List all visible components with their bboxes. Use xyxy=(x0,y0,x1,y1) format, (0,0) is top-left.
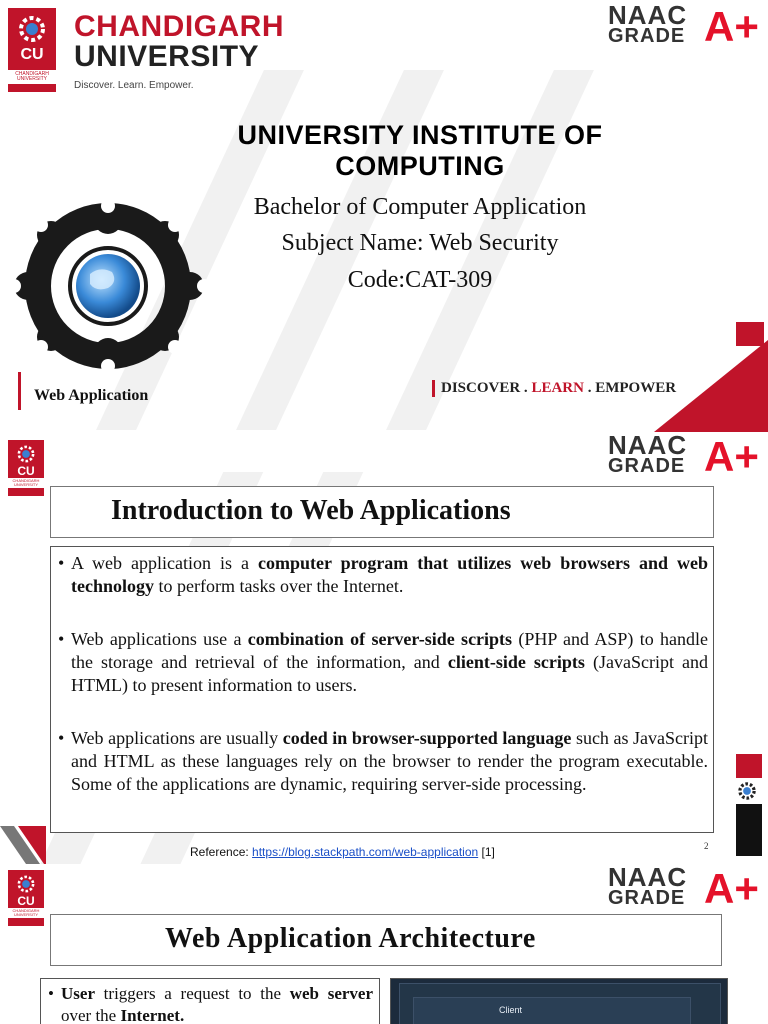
naac-badge xyxy=(608,866,758,912)
reference-link[interactable]: https://blog.stackpath.com/web-application xyxy=(252,845,479,859)
program-name: Bachelor of Computer Application xyxy=(253,194,587,220)
naac-text: NAAC xyxy=(608,864,688,892)
bullet-2: • Web applications use a combination of server-side scripts (PHP and ASP) to handle the storage and retrieval of the information, and client-side scripts (JavaScript and HTML) to present information to users. xyxy=(55,628,708,697)
naac-text: NAAC xyxy=(608,432,688,460)
client-box xyxy=(413,997,691,1024)
tagline: Discover. Learn. Empower. xyxy=(74,80,194,91)
university-name-line1: CHANDIGARH xyxy=(74,10,284,43)
footer-course: Web Application xyxy=(18,372,148,410)
reference-line xyxy=(190,845,495,859)
gear-logo-icon xyxy=(14,443,38,465)
logo-text: CU xyxy=(17,464,35,478)
gear-globe-icon xyxy=(8,200,208,370)
grade-text: GRADE xyxy=(608,25,686,47)
gear-logo-icon xyxy=(15,12,49,46)
side-accent-black xyxy=(736,804,762,856)
grade-text: GRADE xyxy=(608,887,686,909)
grade-value: A+ xyxy=(704,3,759,50)
logo-subtext: CHANDIGARH UNIVERSITY xyxy=(8,478,44,488)
reference-number: [1] xyxy=(478,845,495,859)
bullet-1: • User triggers a request to the web server over the Internet. xyxy=(45,983,373,1024)
motto-discover: DISCOVER . xyxy=(441,380,532,396)
naac-text: NAAC xyxy=(608,0,688,30)
naac-badge xyxy=(608,434,758,480)
footer-motto xyxy=(432,380,676,397)
naac-badge xyxy=(608,0,759,50)
subject-code: Code:CAT-309 xyxy=(347,267,493,293)
logo-subtext: CHANDIGARH UNIVERSITY xyxy=(8,70,56,84)
client-label: Client xyxy=(499,1005,523,1015)
bullet-1: • A web application is a computer program that utilizes web browsers and web technology to perform tasks over the Internet. xyxy=(55,552,708,598)
gear-icon xyxy=(736,780,758,802)
motto-empower: . EMPOWER xyxy=(583,380,677,396)
gear-logo-icon xyxy=(14,873,38,895)
logo-text: CU xyxy=(17,894,35,908)
corner-accent xyxy=(634,318,768,432)
content-box xyxy=(50,546,714,833)
title-slide xyxy=(0,0,768,432)
grade-value: A+ xyxy=(704,433,759,480)
corner-accent xyxy=(0,826,50,864)
bullet-3: • Web applications are usually coded in browser-supported language such as JavaScript and HTML as these languages rely on the browser to render the program executable. Some of the applications are dynamic, requiring server-side processing. xyxy=(55,727,708,796)
architecture-diagram xyxy=(390,978,728,1024)
cu-logo xyxy=(8,440,44,496)
cu-logo xyxy=(8,8,56,92)
university-name-line2: UNIVERSITY xyxy=(74,40,260,73)
content-box xyxy=(40,978,380,1024)
page-number: 2 xyxy=(704,841,709,851)
content-slide xyxy=(0,432,768,864)
university-name xyxy=(74,12,284,72)
subject-name: Subject Name: Web Security xyxy=(281,230,559,256)
grade-text: GRADE xyxy=(608,455,686,477)
architecture-slide xyxy=(0,864,768,1024)
side-accent-red xyxy=(736,754,762,778)
motto-learn: LEARN xyxy=(531,380,584,396)
grade-value: A+ xyxy=(704,865,759,912)
logo-text: CU xyxy=(20,46,44,63)
slide-title: Web Application Architecture xyxy=(50,914,722,966)
cu-logo xyxy=(8,870,44,926)
slide-title: Introduction to Web Applications xyxy=(50,486,714,538)
logo-subtext: CHANDIGARH UNIVERSITY xyxy=(8,908,44,918)
institute-title: UNIVERSITY INSTITUTE OF COMPUTING xyxy=(237,120,603,181)
reference-label: Reference: xyxy=(190,845,253,859)
